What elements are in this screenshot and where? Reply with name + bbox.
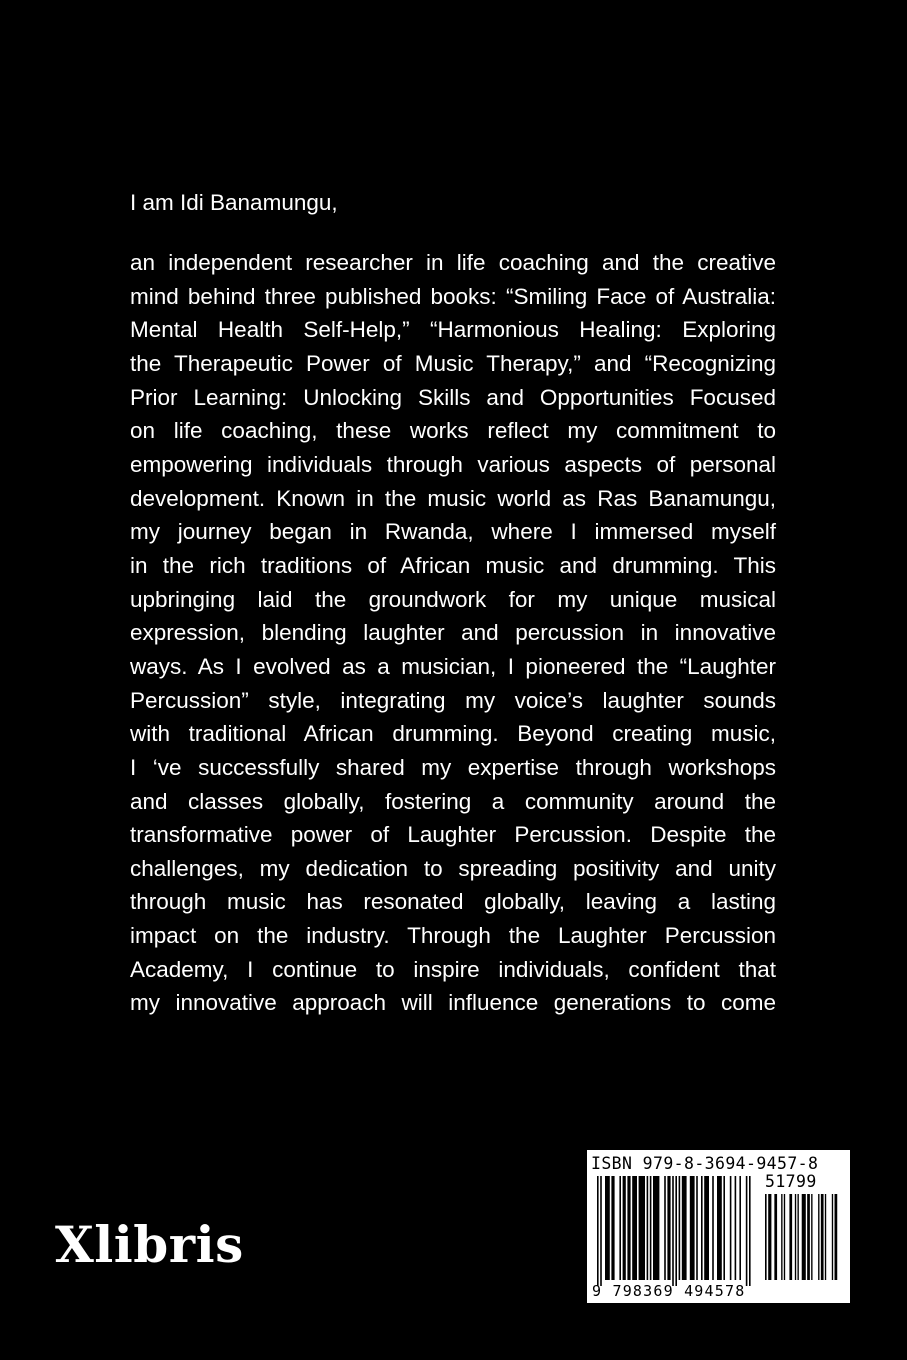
bio-line: and classes globally, fostering a community around the xyxy=(130,788,776,814)
barcode-bar xyxy=(619,1176,621,1280)
barcode-bar xyxy=(611,1176,614,1280)
bio-line: development. Known in the music world as Ras Banamungu, xyxy=(130,485,776,511)
barcode-bar xyxy=(781,1194,782,1280)
author-greeting: I am Idi Banamungu, xyxy=(130,190,338,215)
bio-line: in the rich traditions of African music and drumming. This xyxy=(130,552,776,578)
barcode-bar xyxy=(735,1176,737,1280)
barcode-bar xyxy=(832,1194,833,1280)
barcode-bar xyxy=(597,1176,599,1286)
barcode-bar xyxy=(639,1176,645,1280)
isbn-barcode xyxy=(587,1150,850,1303)
barcode-bar xyxy=(825,1194,826,1280)
bio-line: an independent researcher in life coaching and the creative xyxy=(130,250,776,275)
barcode-bar xyxy=(605,1176,610,1280)
bio-line: challenges, my dedication to spreading positivity and unity xyxy=(130,855,776,881)
barcode-bar xyxy=(701,1176,703,1280)
barcode-bar xyxy=(789,1194,792,1280)
publisher-logo: Xlibris xyxy=(55,1215,244,1274)
barcode-bar xyxy=(717,1176,722,1280)
barcode-bar xyxy=(690,1176,695,1280)
barcode-bar xyxy=(765,1194,767,1280)
barcode-bar xyxy=(739,1176,741,1280)
barcode-bar xyxy=(811,1194,812,1280)
bio-line: on life coaching, these works reflect my commitment to xyxy=(130,418,776,444)
barcode-bar xyxy=(795,1194,796,1280)
ean-digits: 9 798369 494578 xyxy=(592,1282,746,1300)
barcode-bar xyxy=(730,1176,732,1280)
bio-line: Prior Learning: Unlocking Skills and Opportunities Focused xyxy=(130,384,776,410)
barcode-bar xyxy=(784,1194,785,1280)
barcode-bar xyxy=(650,1176,652,1280)
bio-line: the Therapeutic Power of Music Therapy,” and “Recognizing xyxy=(130,350,776,376)
barcode-bar xyxy=(821,1194,824,1280)
barcode-bar xyxy=(802,1194,806,1280)
barcode-bar xyxy=(664,1176,666,1280)
barcode-bar xyxy=(675,1176,677,1286)
barcode-bar xyxy=(704,1176,709,1280)
barcode-bar xyxy=(818,1194,819,1280)
barcode-bar xyxy=(623,1176,626,1280)
bio-line: expression, blending laughter and percussion in innovative xyxy=(130,620,776,646)
barcode-bar xyxy=(746,1176,748,1286)
bio-line: ways. As I evolved as a musician, I pioneered the “Laughter xyxy=(130,653,776,679)
isbn-number: ISBN 979-8-3694-9457-8 xyxy=(591,1154,819,1173)
bio-line: upbringing laid the groundwork for my unique musical xyxy=(130,586,776,612)
barcode-bar xyxy=(653,1176,659,1280)
author-bio xyxy=(130,246,776,1020)
barcode-bar xyxy=(807,1194,810,1280)
barcode-bar xyxy=(632,1176,637,1280)
barcode-bar xyxy=(835,1194,838,1280)
barcode-bar xyxy=(682,1176,687,1280)
barcode-bar xyxy=(600,1176,602,1286)
barcode-bar xyxy=(672,1176,674,1286)
bio-line: Percussion” style, integrating my voice’s laughter sounds xyxy=(130,687,776,713)
bio-line: through music has resonated globally, leaving a lasting xyxy=(130,889,776,915)
barcode-bar xyxy=(647,1176,649,1280)
bio-line: Academy, I continue to inspire individuals, confident that xyxy=(130,956,776,982)
bio-line: mind behind three published books: “Smiling Face of Australia: xyxy=(130,283,776,309)
bio-line: with traditional African drumming. Beyond creating music, xyxy=(130,721,776,747)
barcode-bar xyxy=(768,1194,771,1280)
barcode-bar xyxy=(797,1194,798,1280)
bio-line: impact on the industry. Through the Laughter Percussion xyxy=(130,923,776,949)
barcode-bar xyxy=(696,1176,698,1280)
bio-line: my journey began in Rwanda, where I immersed myself xyxy=(130,519,776,545)
barcode-bar xyxy=(667,1176,670,1280)
barcode-bar xyxy=(712,1176,714,1280)
barcode-bar xyxy=(679,1176,681,1280)
barcode-bar xyxy=(749,1176,751,1286)
bio-line: I ‘ve successfully shared my expertise through workshops xyxy=(130,754,776,780)
barcode-bar xyxy=(774,1194,777,1280)
price-code: 51799 xyxy=(765,1172,817,1191)
barcode-bar xyxy=(627,1176,630,1280)
barcode-bar xyxy=(723,1176,725,1280)
bio-line: transformative power of Laughter Percussion. Despite the xyxy=(130,822,776,848)
bio-line: my innovative approach will influence generations to come xyxy=(130,990,776,1016)
bio-line: empowering individuals through various aspects of personal xyxy=(130,451,776,477)
bio-line: Mental Health Self-Help,” “Harmonious Healing: Exploring xyxy=(130,317,776,343)
